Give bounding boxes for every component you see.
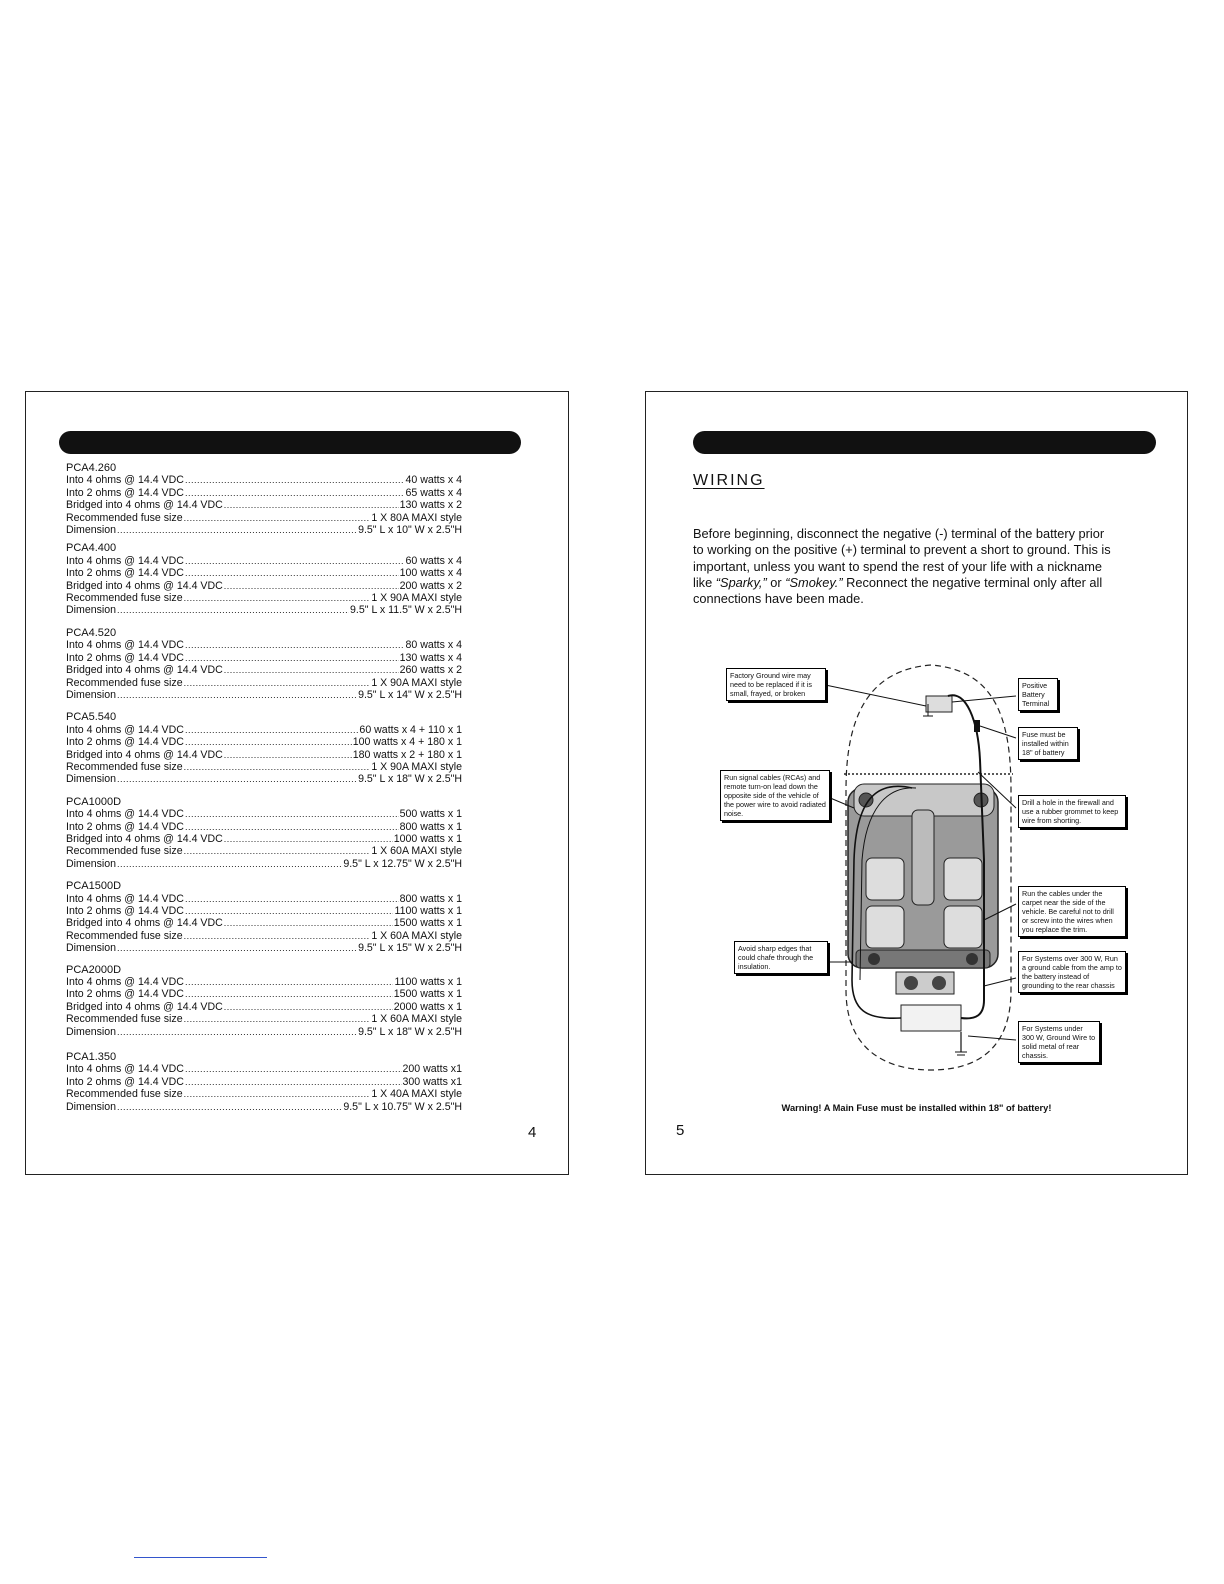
dot-leader (185, 652, 399, 663)
spec-value: 60 watts x 4 + 110 x 1 (359, 723, 462, 736)
spec-label: Dimension (66, 1100, 117, 1113)
spec-value: 500 watts x 1 (399, 808, 462, 821)
spec-value: 65 watts x 4 (405, 486, 462, 499)
dot-leader (184, 677, 371, 688)
callout-carpet: Run the cables under the carpet near the side of the vehicle. Be careful not to drill or screw into the wires when you replace the trim. (1018, 886, 1126, 937)
model-name: PCA4.520 (66, 626, 117, 639)
dot-leader (224, 580, 399, 591)
footer-underline (134, 1557, 267, 1558)
spec-value: 1500 watts x 1 (393, 917, 462, 930)
amplifier-icon (901, 1005, 961, 1031)
spec-row (66, 580, 462, 592)
spec-row (66, 1001, 462, 1013)
spec-value: 200 watts x 2 (399, 579, 462, 592)
model-name: PCA1500D (66, 880, 122, 893)
spec-value: 9.5" L x 11.5" W x 2.5"H (350, 604, 462, 617)
dot-leader (224, 833, 393, 844)
dot-leader (117, 524, 357, 535)
intro-text: or (766, 574, 786, 590)
header-bar (59, 431, 521, 454)
intro-nickname-1: “Sparky,” (715, 574, 767, 590)
spec-row (66, 988, 462, 1000)
dot-leader (185, 567, 399, 578)
seat-icon (866, 858, 904, 900)
spec-label: Into 2 ohms @ 14.4 VDC (66, 651, 184, 664)
speaker-icon (966, 953, 978, 965)
spec-row (66, 833, 462, 845)
spec-label: Bridged into 4 ohms @ 14.4 VDC (66, 748, 223, 761)
dot-leader (185, 487, 405, 498)
spec-label: Recommended fuse size (66, 760, 183, 773)
spec-row (66, 736, 462, 748)
spec-row (66, 808, 462, 820)
spec-value: 9.5" L x 10.75" W x 2.5"H (343, 1100, 462, 1113)
model-block (66, 627, 462, 701)
spec-value: 9.5" L x 18" W x 2.5"H (358, 773, 462, 786)
spec-label: Into 4 ohms @ 14.4 VDC (66, 892, 184, 905)
dot-leader (185, 821, 399, 832)
spec-label: Into 2 ohms @ 14.4 VDC (66, 567, 184, 580)
spec-row (66, 917, 462, 929)
spec-label: Dimension (66, 688, 117, 701)
dot-leader (185, 1063, 402, 1074)
dot-leader (117, 942, 357, 953)
right-page (645, 391, 1188, 1175)
spec-row (66, 1063, 462, 1075)
spec-label: Recommended fuse size (66, 592, 183, 605)
spec-row (66, 524, 462, 536)
spec-label: Recommended fuse size (66, 929, 183, 942)
spec-row (66, 499, 462, 511)
dot-leader (185, 893, 399, 904)
leader-line (980, 726, 1016, 738)
left-page (25, 391, 569, 1175)
seat-icon (944, 906, 982, 948)
spec-label: Bridged into 4 ohms @ 14.4 VDC (66, 917, 223, 930)
spec-label: Recommended fuse size (66, 1013, 183, 1026)
dot-leader (185, 905, 394, 916)
spec-value: 200 watts x1 (402, 1063, 462, 1076)
dot-leader (185, 474, 405, 485)
callout-under-300w: For Systems under 300 W, Ground Wire to solid metal of rear chassis. (1018, 1021, 1100, 1063)
spec-value: 9.5" L x 10" W x 2.5"H (358, 524, 462, 537)
dot-leader (117, 773, 357, 784)
spec-row (66, 893, 462, 905)
spec-value: 1100 watts x 1 (394, 976, 462, 989)
model-block (66, 796, 462, 870)
page-number: 4 (528, 1124, 537, 1141)
spec-label: Dimension (66, 942, 117, 955)
section-title: WIRING (693, 472, 765, 489)
wiring-diagram (716, 660, 1136, 1085)
seat-icon (866, 906, 904, 948)
callout-factory-ground: Factory Ground wire may need to be replaced if it is small, frayed, or broken (726, 668, 826, 701)
spec-label: Into 4 ohms @ 14.4 VDC (66, 1063, 184, 1076)
center-console (912, 810, 934, 905)
spec-row (66, 677, 462, 689)
dot-leader (184, 512, 371, 523)
spec-label: Into 4 ohms @ 14.4 VDC (66, 808, 184, 821)
model-name: PCA4.260 (66, 462, 117, 474)
spec-label: Into 2 ohms @ 14.4 VDC (66, 1075, 184, 1088)
spec-label: Bridged into 4 ohms @ 14.4 VDC (66, 499, 223, 512)
spec-value: 1 X 60A MAXI style (371, 929, 462, 942)
dot-leader (184, 1013, 371, 1024)
model-block (66, 964, 462, 1038)
dot-leader (184, 930, 371, 941)
spec-row (66, 592, 462, 604)
dot-leader (185, 736, 352, 747)
dot-leader (185, 724, 358, 735)
spec-row (66, 845, 462, 857)
spec-row (66, 749, 462, 761)
spec-label: Dimension (66, 524, 117, 537)
dot-leader (224, 1001, 393, 1012)
spec-label: Into 2 ohms @ 14.4 VDC (66, 820, 184, 833)
dot-leader (184, 592, 371, 603)
spec-value: 1 X 60A MAXI style (371, 845, 462, 858)
spec-label: Into 4 ohms @ 14.4 VDC (66, 723, 184, 736)
spec-row (66, 1076, 462, 1088)
spec-value: 1 X 90A MAXI style (371, 592, 462, 605)
spec-value: 180 watts x 2 + 180 x 1 (352, 748, 462, 761)
spec-row (66, 689, 462, 701)
callout-over-300w: For Systems over 300 W, Run a ground cable from the amp to the battery instead of grounding to the rear chassis (1018, 951, 1126, 993)
spec-label: Dimension (66, 773, 117, 786)
fuse-icon (974, 720, 980, 732)
spec-row (66, 567, 462, 579)
spec-label: Dimension (66, 604, 117, 617)
leader-line (968, 1036, 1016, 1040)
spec-row (66, 858, 462, 870)
model-name: PCA5.540 (66, 711, 117, 724)
spec-label: Into 2 ohms @ 14.4 VDC (66, 486, 184, 499)
dot-leader (185, 976, 394, 987)
spec-value: 80 watts x 4 (405, 639, 462, 652)
spec-row (66, 639, 462, 651)
dot-leader (224, 664, 399, 675)
spec-label: Recommended fuse size (66, 511, 183, 524)
spec-value: 60 watts x 4 (405, 554, 462, 567)
dot-leader (185, 1076, 402, 1087)
dot-leader (224, 749, 352, 760)
spec-row (66, 724, 462, 736)
callout-sharp-edges: Avoid sharp edges that could chafe through the insulation. (734, 941, 828, 974)
spec-value: 9.5" L x 12.75" W x 2.5"H (343, 857, 462, 870)
spec-list (66, 462, 462, 1113)
spec-row (66, 487, 462, 499)
spec-label: Recommended fuse size (66, 676, 183, 689)
model-name: PCA4.400 (66, 542, 117, 555)
spec-value: 130 watts x 2 (399, 499, 462, 512)
spec-row (66, 474, 462, 486)
model-name: PCA2000D (66, 963, 122, 976)
spec-value: 1 X 80A MAXI style (371, 511, 462, 524)
seat-icon (944, 858, 982, 900)
spec-row (66, 652, 462, 664)
spec-row (66, 942, 462, 954)
header-bar (693, 431, 1156, 454)
dot-leader (117, 858, 342, 869)
spec-row (66, 761, 462, 773)
spec-row (66, 773, 462, 785)
spec-value: 1 X 60A MAXI style (371, 1013, 462, 1026)
spec-value: 2000 watts x 1 (393, 1000, 462, 1013)
spec-label: Bridged into 4 ohms @ 14.4 VDC (66, 1000, 223, 1013)
warning-text: Warning! A Main Fuse must be installed within 18" of battery! (781, 1103, 1052, 1113)
intro-text: Reconnect the negative terminal only after all connections have been made. (693, 574, 1103, 607)
spec-label: Into 4 ohms @ 14.4 VDC (66, 639, 184, 652)
spec-row (66, 664, 462, 676)
subwoofer-icon (904, 976, 918, 990)
spec-value: 40 watts x 4 (405, 474, 462, 487)
spec-value: 1100 watts x 1 (394, 905, 462, 917)
spec-value: 1 X 40A MAXI style (371, 1088, 462, 1101)
spec-label: Into 2 ohms @ 14.4 VDC (66, 988, 184, 1001)
spec-label: Into 4 ohms @ 14.4 VDC (66, 554, 184, 567)
leader-line (811, 682, 926, 706)
dot-leader (185, 808, 399, 819)
spec-value: 9.5" L x 18" W x 2.5"H (358, 1025, 462, 1038)
spec-value: 1 X 90A MAXI style (371, 760, 462, 773)
intro-text: Before beginning, disconnect the negative (-) terminal of the battery prior to working on the positive (+) terminal to prevent a short to ground. This is important, unless you want to spend the rest of your life with a nickname like (693, 526, 1111, 590)
callout-positive-terminal: Positive Battery Terminal (1018, 678, 1058, 711)
model-block (66, 711, 462, 785)
spec-value: 800 watts x 1 (399, 820, 462, 833)
speaker-icon (868, 953, 880, 965)
spec-value: 1500 watts x 1 (393, 988, 462, 1001)
callout-rca: Run signal cables (RCAs) and remote turn-on lead down the opposite side of the vehicle of the power wire to avoid radiated noise. (720, 770, 830, 821)
model-block (66, 1051, 462, 1113)
model-block (66, 462, 462, 536)
dot-leader (185, 639, 405, 650)
spec-value: 1 X 90A MAXI style (371, 676, 462, 689)
spec-row (66, 1088, 462, 1100)
spec-row (66, 1101, 462, 1113)
callout-fuse: Fuse must be installed within 18" of battery (1018, 727, 1078, 760)
spec-value: 9.5" L x 15" W x 2.5"H (358, 942, 462, 955)
model-block (66, 880, 462, 954)
spec-label: Into 2 ohms @ 14.4 VDC (66, 905, 184, 917)
spec-label: Into 4 ohms @ 14.4 VDC (66, 474, 184, 487)
spec-label: Dimension (66, 857, 117, 870)
intro-paragraph (693, 526, 1113, 607)
spec-row (66, 604, 462, 616)
spec-value: 260 watts x 2 (399, 664, 462, 677)
model-name: PCA1000D (66, 795, 122, 808)
spec-value: 800 watts x 1 (399, 892, 462, 905)
dot-leader (184, 761, 371, 772)
spec-label: Recommended fuse size (66, 845, 183, 858)
intro-nickname-2: “Smokey.” (785, 574, 843, 590)
dot-leader (184, 1088, 371, 1099)
spec-row (66, 555, 462, 567)
dot-leader (117, 1101, 342, 1112)
spec-row (66, 1013, 462, 1025)
dot-leader (224, 917, 393, 928)
spec-row (66, 930, 462, 942)
spec-value: 9.5" L x 14" W x 2.5"H (358, 688, 462, 701)
dot-leader (117, 689, 357, 700)
spec-value: 300 watts x1 (402, 1075, 462, 1088)
dot-leader (184, 845, 371, 856)
spec-row (66, 1026, 462, 1038)
spec-value: 100 watts x 4 (399, 567, 462, 580)
spec-row (66, 821, 462, 833)
spec-row (66, 512, 462, 524)
spec-label: Bridged into 4 ohms @ 14.4 VDC (66, 664, 223, 677)
page-number: 5 (676, 1122, 685, 1139)
spec-row (66, 976, 462, 988)
spec-label: Bridged into 4 ohms @ 14.4 VDC (66, 832, 223, 845)
dot-leader (185, 988, 393, 999)
spec-value: 1000 watts x 1 (393, 832, 462, 845)
dot-leader (224, 499, 399, 510)
dot-leader (185, 555, 405, 566)
spec-value: 130 watts x 4 (399, 651, 462, 664)
spec-label: Recommended fuse size (66, 1088, 183, 1101)
dot-leader (117, 1026, 357, 1037)
dot-leader (117, 604, 349, 615)
spec-row (66, 905, 462, 917)
spec-label: Into 4 ohms @ 14.4 VDC (66, 976, 184, 989)
battery-icon (926, 696, 952, 712)
subwoofer-icon (932, 976, 946, 990)
model-name: PCA1.350 (66, 1051, 117, 1064)
spec-value: 100 watts x 4 + 180 x 1 (352, 736, 462, 749)
spec-label: Into 2 ohms @ 14.4 VDC (66, 736, 184, 749)
model-block (66, 542, 462, 616)
spec-label: Dimension (66, 1025, 117, 1038)
callout-firewall: Drill a hole in the firewall and use a rubber grommet to keep wire from shorting. (1018, 795, 1126, 828)
spec-label: Bridged into 4 ohms @ 14.4 VDC (66, 579, 223, 592)
